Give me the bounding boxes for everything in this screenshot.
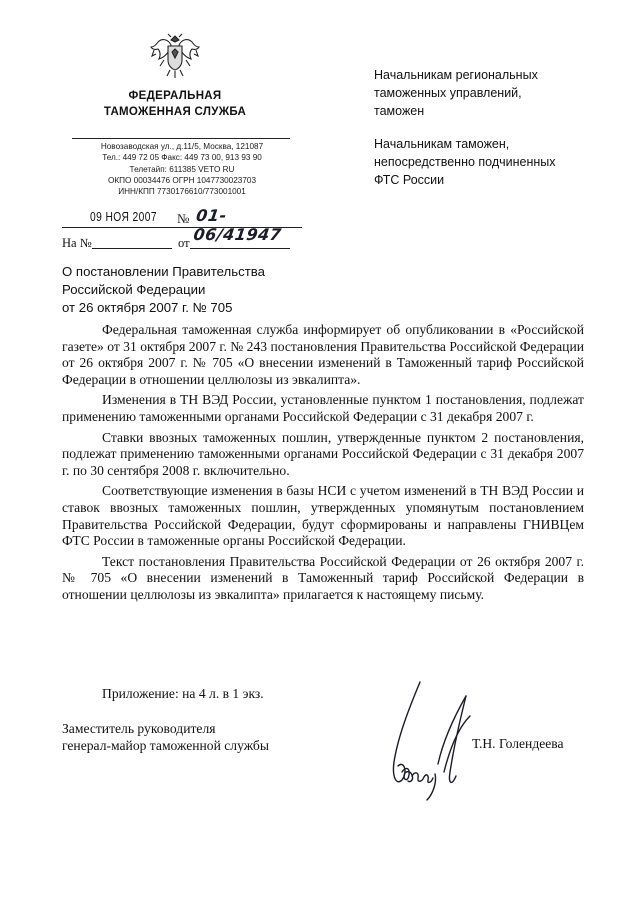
address-line: Телетайп: 611385 VETO RU	[129, 164, 235, 174]
address-line: Новозаводская ул., д.11/5, Москва, 121087	[100, 142, 264, 151]
attachment-note: Приложение: на 4 л. в 1 экз.	[102, 686, 264, 701]
signer-title	[62, 720, 342, 754]
body-paragraph: Ставки ввозных таможенных пошлин, утвержденные пунктом 2 постановления, подлежат применению таможенными органами Российской Федерации с 31 декабря 2007 г. по 30 сентября 2008 г. включительно.	[62, 429, 584, 478]
recipient-line: таможенных управлений,	[374, 86, 522, 100]
reference-date-label: от	[178, 236, 190, 250]
body-paragraph: Изменения в ТН ВЭД России, установленные пунктом 1 постановления, подлежат применению таможенными органами Российской Федерации с 31 декабря 2007 г.	[62, 392, 584, 424]
body-paragraph: Текст постановления Правительства Российской Федерации от 26 октября 2007 г. № 705 «О внесении изменений в Таможенный тариф Российской Федерации в отношении целлюлозы из эвкалипта» прилагается к настоящему письму.	[62, 553, 584, 602]
signer-title-line2: генерал-майор таможенной службы	[62, 738, 269, 753]
number-sign: №	[177, 211, 190, 226]
organization-name-line2: ТАМОЖЕННАЯ СЛУЖБА	[103, 106, 247, 118]
letter-subject	[62, 263, 322, 317]
handwritten-signature	[380, 676, 480, 808]
letter-body	[62, 322, 584, 608]
address-line: Тел.: 449 72 05 Факс: 449 73 00, 913 93 90	[102, 153, 262, 163]
organization-name-line1: ФЕДЕРАЛЬНАЯ	[128, 90, 222, 102]
recipient-line: Начальникам региональных	[374, 68, 538, 82]
body-paragraph: Федеральная таможенная служба информирует об опубликовании в «Российской газете» от 31 октября 2007 г. № 243 постановления Правительства Российской Федерации от 26 октября 2007 г. № 705 «О внесении изменений в Таможенный тариф Российской Федерации в отношении целлюлозы из эвкалипта».	[62, 322, 584, 387]
body-paragraph: Соответствующие изменения в базы НСИ с учетом изменений в ТН ВЭД России и ставок ввозных таможенных пошлин, утвержденных упомянутым постановлением Правительства Российской Федерации, будут сформированы и направлены ГНИВЦем ФТС России в таможенные органы Российской Федерации.	[62, 483, 584, 549]
recipient-line: таможен	[374, 104, 425, 118]
subject-line: Российской Федерации	[62, 282, 206, 297]
signer-name: Т.Н. Голендеева	[472, 736, 564, 751]
address-line: ОКПО 00034476 ОГРН 1047730023703	[107, 175, 256, 185]
date-underline	[62, 227, 302, 228]
reference-line	[62, 236, 302, 254]
recipient-line: непосредственно подчиненных	[374, 155, 556, 169]
address-block	[72, 141, 292, 197]
reference-number-blank	[92, 248, 172, 249]
recipient-line: ФТС России	[374, 173, 445, 187]
reference-date-blank	[190, 248, 290, 249]
organization-name	[80, 88, 270, 120]
letter-date: 09 НОЯ 2007	[90, 210, 157, 224]
double-headed-eagle-emblem-icon	[150, 30, 200, 82]
address-top-rule	[72, 138, 290, 139]
recipient-block-2	[374, 135, 604, 189]
address-line: ИНН/КПП 7730176610/773001001	[118, 187, 246, 197]
reference-number-label: На №	[62, 236, 92, 250]
subject-line: от 26 октября 2007 г. № 705	[62, 300, 233, 315]
signer-title-line1: Заместитель руководителя	[62, 721, 216, 736]
subject-line: О постановлении Правительства	[62, 264, 265, 279]
recipient-block-1	[374, 66, 604, 120]
outgoing-number: 01-06/41947	[192, 206, 283, 244]
recipient-line: Начальникам таможен,	[374, 137, 510, 151]
